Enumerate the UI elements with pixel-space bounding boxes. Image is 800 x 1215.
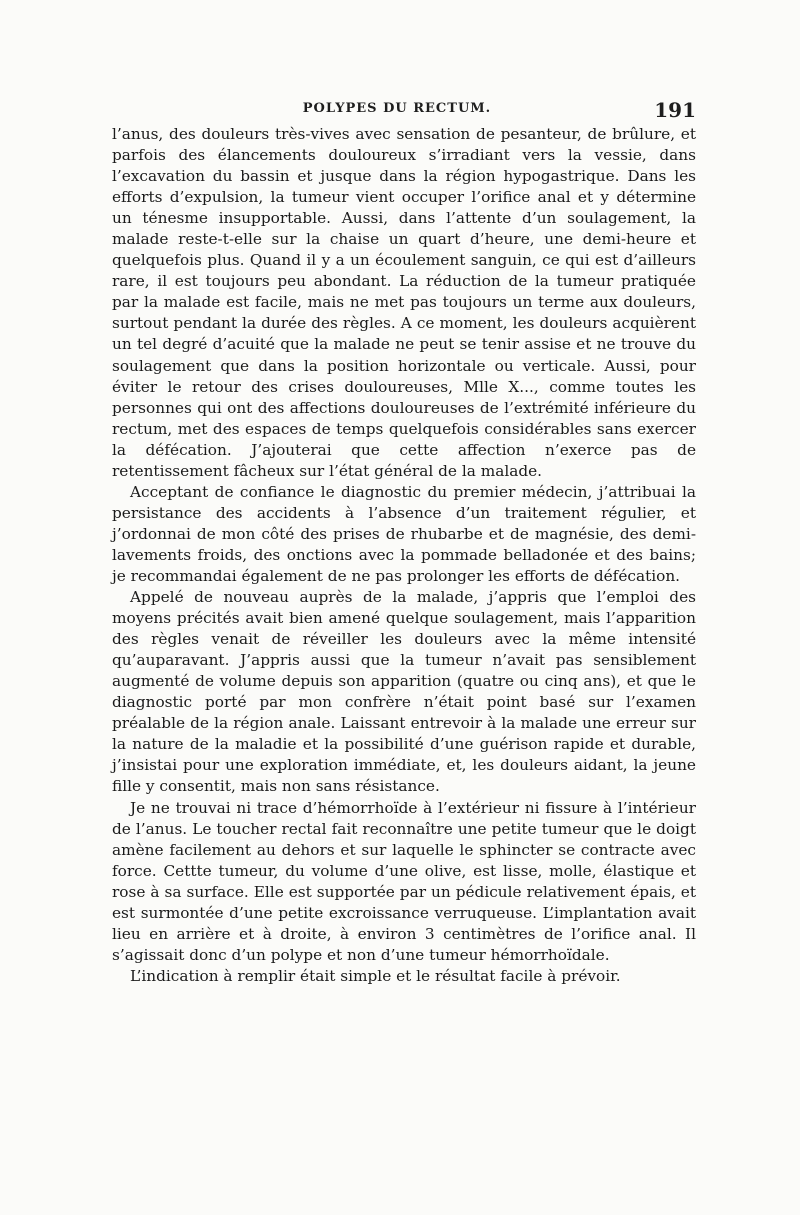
paragraph: Appelé de nouveau auprès de la malade, j’appris que l’emploi des moyens précités avait bien amené quelque soulagement, mais l’apparition des règles venait de réveiller les douleurs avec la même intensité qu’auparavant. J’appris aussi que la tumeur n’avait pas sensiblement augmenté de volume depuis son apparition (quatre ou cinq ans), et que le diagnostic porté par mon confrère n’était point basé sur l’examen préalable de la région anale. Laissant entrevoir à la malade une erreur sur la nature de la maladie et la possibilité d’une guérison rapide et durable, j’insistai pour une exploration immédiate, et, les douleurs aidant, la jeune fille y consentit, mais non sans résistance.: [112, 588, 696, 796]
paragraph-continued: l’anus, des douleurs très-vives avec sensation de pesanteur, de brûlure, et parfois des élancements douloureux s’irradiant vers la vessie, dans l’excavation du bassin et jusque dans la région hypogastrique. Dans les efforts d’expulsion, la tumeur vient occuper l’orifice anal et y détermine un ténesme insupportable. Aussi, dans l’attente d’un soulagement, la malade reste-t-elle sur la chaise un quart d’heure, une demi-heure et quelquefois plus. Quand il y a un écoulement sanguin, ce qui est d’ailleurs rare, il est toujours peu abondant. La réduction de la tumeur pratiquée par la malade est facile, mais ne met pas toujours un terme aux douleurs, surtout pendant la durée des règles. A ce moment, les douleurs acquièrent un tel degré d’acuité que la malade ne peut se tenir assise et ne trouve du soulagement que dans la position horizontale ou verticale. Aussi, pour éviter le retour des crises douloureuses, Mlle X..., comme toutes les personnes qui ont des affections douloureuses de l’extrémité inférieure du rectum, met des espaces de temps quelquefois considérables sans exercer la défécation. J’ajouterai que cette affection n’exerce pas de retentissement fâcheux sur l’état général de la malade.: [112, 125, 696, 480]
page-number: 191: [654, 98, 696, 122]
body-text: [112, 124, 696, 987]
paragraph: Acceptant de confiance le diagnostic du premier médecin, j’attribuai la persistance des accidents à l’absence d’un traitement régulier, et j’ordonnai de mon côté des prises de rhubarbe et de magnésie, des demi-lavements froids, des onctions avec la pommade belladonée et des bains; je recommandai également de ne pas prolonger les efforts de défécation.: [112, 482, 696, 585]
running-title: POLYPES DU RECTUM.: [302, 101, 492, 116]
page-header: [112, 98, 696, 122]
paragraph: Je ne trouvai ni trace d’hémorrhoïde à l’extérieur ni fissure à l’intérieur de l’anus. Le toucher rectal fait reconnaître une petite tumeur que le doigt amène facilement au dehors et sur laquelle le sphincter se contracte avec force. Cettte tumeur, du volume d’une olive, est lisse, molle, élastique et rose à sa surface. Elle est supportée par un pédicule relativement épais, et est surmontée d’une petite excroissance verruqueuse. L’implantation avait lieu en arrière et à droite, à environ 3 centimètres de l’orifice anal. Il s’agissait donc d’un polype et non d’une tumeur hémorrhoïdale.: [112, 798, 696, 964]
paragraph: L’indication à remplir était simple et le résultat facile à prévoir.: [130, 966, 621, 985]
